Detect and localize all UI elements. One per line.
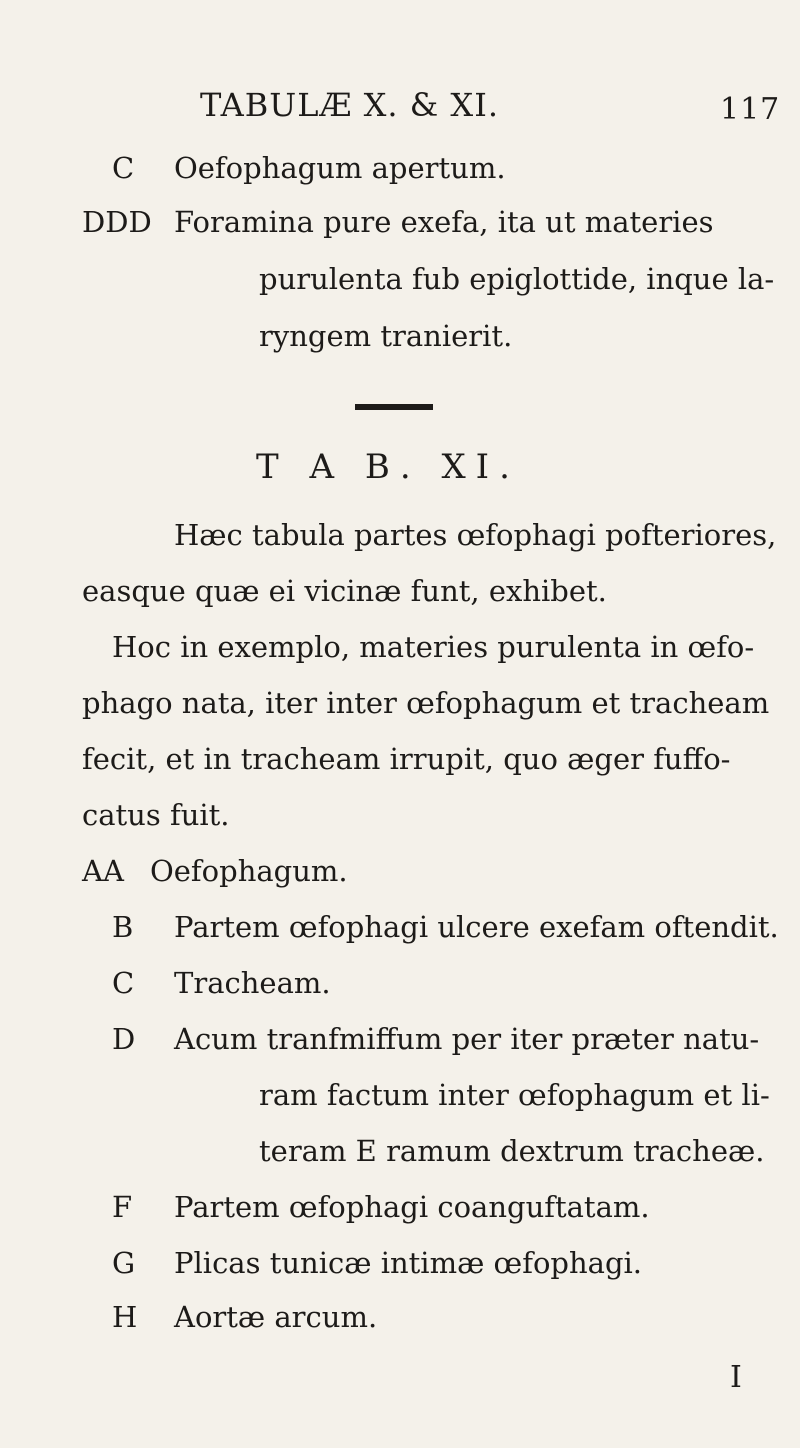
legend-text-d-line-1: Acum tranfmiffum per iter præter natu-: [174, 1022, 760, 1056]
legend-text-ddd-line-3: ryngem tranierit.: [259, 319, 513, 353]
legend-key-aa: AA: [82, 854, 124, 888]
paragraph-2-line-3: fecit, et in tracheam irrupit, quo æger fuffo-: [82, 742, 731, 776]
legend-text-c-xi: Tracheam.: [174, 966, 331, 1000]
legend-key-g: G: [112, 1246, 136, 1280]
legend-text-aa: Oefophagum.: [150, 854, 348, 888]
legend-text-b: Partem œfophagi ulcere exefam oftendit.: [174, 910, 779, 944]
legend-key-h: H: [112, 1300, 138, 1334]
paragraph-2-line-2: phago nata, iter inter œfophagum et tracheam: [82, 686, 770, 720]
section-divider: [355, 404, 433, 410]
legend-text-d-line-3: teram E ramum dextrum tracheæ.: [259, 1134, 765, 1168]
paragraph-1-line-2: easque quæ ei vicinæ funt, exhibet.: [82, 574, 607, 608]
legend-key-c-xi: C: [112, 966, 135, 1000]
legend-key-ddd: DDD: [82, 205, 152, 239]
legend-key-f: F: [112, 1190, 133, 1224]
paragraph-2-line-4: catus fuit.: [82, 798, 230, 832]
header-title: TABULÆ X. & XI.: [200, 86, 500, 124]
legend-text-h: Aortæ arcum.: [174, 1300, 378, 1334]
catchword: I: [730, 1360, 742, 1395]
paragraph-2-line-1: Hoc in exemplo, materies purulenta in œfo-: [112, 630, 755, 664]
legend-text-f: Partem œfophagi coanguftatam.: [174, 1190, 650, 1224]
paragraph-1-line-1: Hæc tabula partes œfophagi pofteriores,: [174, 518, 777, 552]
legend-text-ddd-line-1: Foramina pure exefa, ita ut materies: [174, 205, 714, 239]
legend-text-c: Oefophagum apertum.: [174, 151, 506, 185]
page-number: 117: [720, 92, 781, 127]
legend-key-b: B: [112, 910, 134, 944]
legend-key-c: C: [112, 151, 135, 185]
running-header: [200, 86, 781, 127]
legend-key-d: D: [112, 1022, 136, 1056]
legend-text-g: Plicas tunicæ intimæ œfophagi.: [174, 1246, 643, 1280]
legend-text-d-line-2: ram factum inter œfophagum et li-: [259, 1078, 770, 1112]
legend-text-ddd-line-2: purulenta fub epiglottide, inque la-: [259, 262, 775, 296]
section-title: T A B. XI.: [256, 447, 520, 487]
